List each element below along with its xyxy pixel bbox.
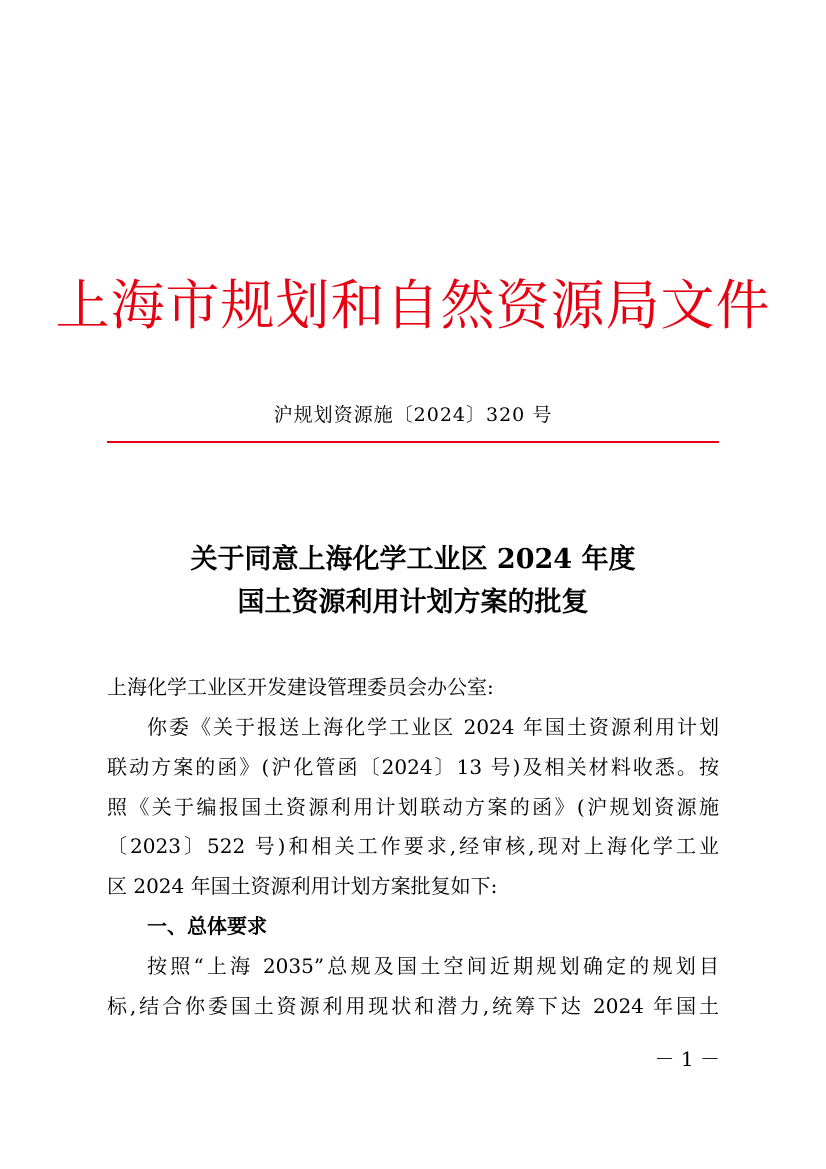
paragraph-1-line: 区 2024 年国土资源利用计划方案批复如下: bbox=[107, 874, 498, 898]
section-heading: 一、总体要求 bbox=[147, 914, 267, 938]
issuing-authority-title: 上海市规划和自然资源局文件 bbox=[55, 274, 771, 337]
paragraph-1-line: 〔2023〕522 号)和相关工作要求,经审核,现对上海化学工业 bbox=[107, 834, 719, 858]
document-title-line-1: 关于同意上海化学工业区 2024 年度 bbox=[190, 544, 636, 575]
document-number: 沪规划资源施〔2024〕320 号 bbox=[273, 404, 553, 426]
addressee: 上海化学工业区开发建设管理委员会办公室: bbox=[107, 675, 494, 699]
paragraph-1-line: 照《关于编报国土资源利用计划联动方案的函》(沪规划资源施 bbox=[107, 795, 719, 819]
paragraph-2-line: 按照“上海 2035”总规及国土空间近期规划确定的规划目 bbox=[147, 954, 719, 978]
paragraph-1-line: 你委《关于报送上海化学工业区 2024 年国土资源利用计划 bbox=[147, 715, 719, 739]
page-number: － 1 － bbox=[654, 1047, 720, 1071]
paragraph-1-line: 联动方案的函》(沪化管函〔2024〕13 号)及相关材料收悉。按 bbox=[107, 755, 719, 779]
red-divider-line bbox=[107, 441, 719, 443]
paragraph-2-line: 标,结合你委国土资源利用现状和潜力,统筹下达 2024 年国土 bbox=[107, 994, 719, 1018]
document-title-line-2: 国土资源利用计划方案的批复 bbox=[237, 587, 589, 618]
